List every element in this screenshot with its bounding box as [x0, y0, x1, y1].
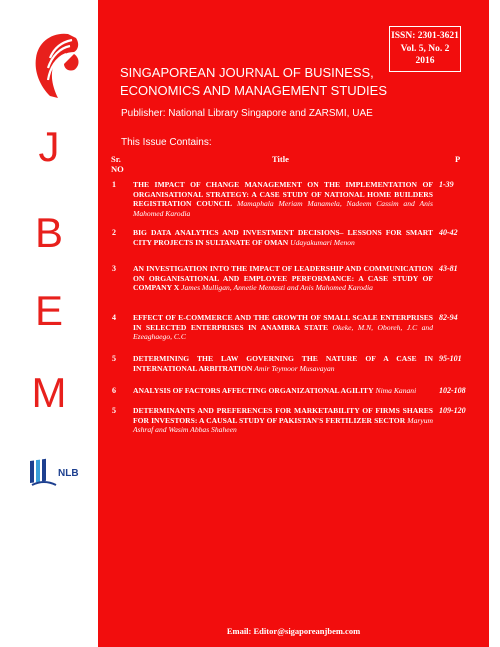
article-title: BIG DATA ANALYTICS AND INVESTMENT DECISIONS– LESSONS FOR SMART CITY PROJECTS IN SULTANATE OF OMAN — [133, 228, 433, 247]
row-title — [133, 354, 433, 373]
sidebar — [0, 0, 98, 647]
article-authors: Nima Kanani — [375, 386, 417, 395]
row-title — [133, 406, 433, 435]
row-title — [133, 180, 433, 218]
row-number: 5 — [112, 406, 116, 415]
volume-line: Vol. 5, No. 2 — [400, 43, 450, 54]
row-number: 5 — [112, 354, 116, 363]
header-page: P — [455, 154, 461, 164]
row-number: 2 — [112, 228, 116, 237]
row-title — [133, 264, 433, 293]
article-title: THE IMPACT OF CHANGE MANAGEMENT ON THE IMPLEMENTATION OF ORGANISATIONAL STRATEGY: A CASE STUDY OF NATIONAL HOME BUILDERS REGISTRATION COUNCIL — [133, 180, 433, 209]
issue-contains-heading: This Issue Contains: — [121, 137, 212, 148]
row-pages: 40-42 — [439, 228, 458, 237]
sidebar-letter-m: M — [31, 369, 67, 416]
row-pages: 43-81 — [439, 264, 458, 273]
nlb-logo-text: NLB — [58, 468, 79, 479]
sidebar-letter-j: J — [38, 123, 60, 170]
row-pages: 102-108 — [439, 386, 466, 395]
journal-title-line-2: ECONOMICS AND MANAGEMENT STUDIES — [120, 83, 388, 98]
article-authors: Amir Teymoor Musavayan — [254, 363, 335, 373]
article-authors: Maryum Ashraf and Wasim Abbas Shaheen — [133, 415, 433, 435]
journal-title-line-1: SINGAPOREAN JOURNAL OF BUSINESS, — [120, 65, 374, 80]
issn-box — [389, 26, 461, 72]
issn-line: ISSN: 2301-3621 — [391, 31, 459, 41]
sidebar-letter-b: B — [34, 209, 63, 256]
article-authors: James Mulligan, Annetie Mentasti and Anis Mahomed Karodia — [181, 283, 373, 293]
journal-title — [120, 64, 390, 100]
row-pages: 95-101 — [439, 354, 462, 363]
editor-email: Email: Editor@sigaporeanjbem.com — [226, 626, 361, 636]
article-title: AN INVESTIGATION INTO THE IMPACT OF LEADERSHIP AND COMMUNICATION ON ORGANISATIONAL AND EMPLOYEE PERFORMANCE: A CASE STUDY OF COMPANY X — [133, 264, 433, 293]
row-pages: 1-39 — [439, 180, 454, 189]
row-title — [133, 228, 433, 247]
row-title — [133, 313, 433, 342]
article-authors: Okeke, M.N, Oboreh, J.C and Ezeaghaego, C.C — [133, 322, 433, 342]
header-title: Title — [272, 154, 289, 164]
article-title: DETERMINING THE LAW GOVERNING THE NATURE OF A CASE IN INTERNATIONAL ARBITRATION — [133, 354, 433, 373]
article-authors: Mamaphala Meriam Manamela, Nadeem Cassim and Anis Mahomed Karodia — [133, 199, 433, 218]
row-number: 4 — [112, 313, 116, 322]
row-title — [133, 386, 433, 396]
article-title: EFFECT OF E-COMMERCE AND THE GROWTH OF SMALL SCALE ENTERPRISES IN SELECTED ENTERPRISES IN ANAMBRA STATE — [133, 313, 433, 332]
article-title: DETERMINANTS AND PREFERENCES FOR MARKETABILITY OF FIRMS SHARES FOR INVESTORS: A CAUSAL STUDY OF PAKISTAN'S FERTILIZER SECTOR — [133, 406, 433, 425]
row-number: 1 — [112, 180, 116, 189]
row-number: 6 — [112, 386, 116, 395]
publisher-line: Publisher: National Library Singapore and ZARSMI, UAE — [121, 108, 373, 119]
merlion-logo-icon — [28, 30, 82, 100]
row-pages: 82-94 — [439, 313, 458, 322]
article-title: ANALYSIS OF FACTORS AFFECTING ORGANIZATIONAL AGILITY — [133, 386, 374, 395]
row-number: 3 — [112, 264, 116, 273]
sidebar-letter-e: E — [34, 287, 63, 334]
row-pages: 109-120 — [439, 406, 466, 415]
year-line: 2016 — [415, 56, 435, 66]
article-authors: Udayakumari Menon — [290, 237, 355, 247]
header-sr-no: Sr. NO — [111, 154, 124, 174]
